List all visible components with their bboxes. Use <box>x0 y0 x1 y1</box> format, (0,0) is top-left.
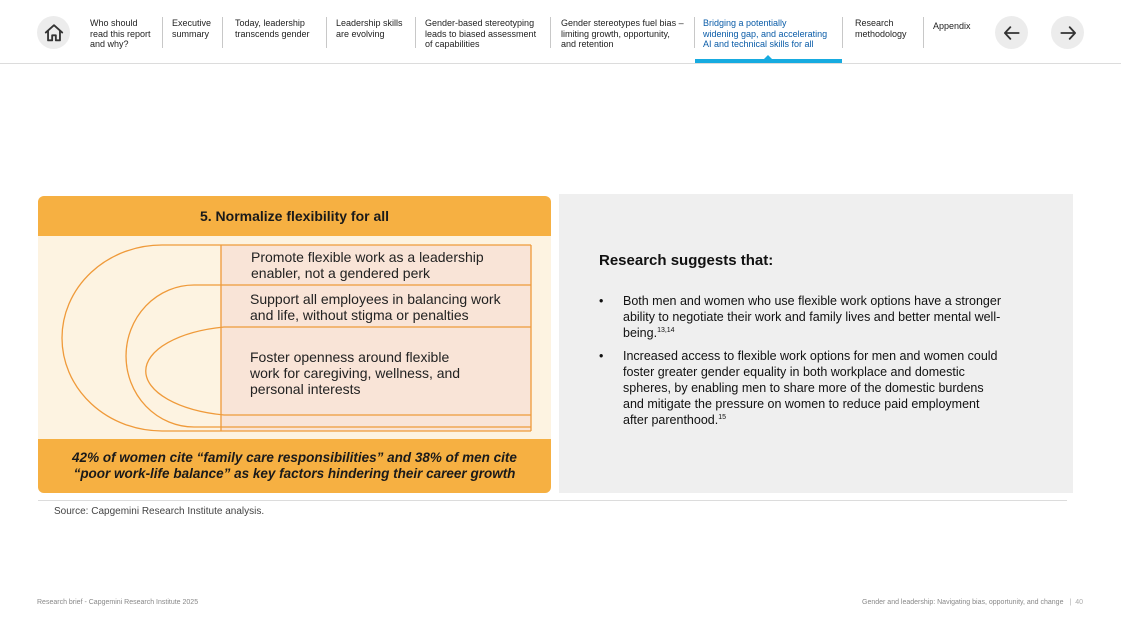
home-icon <box>43 22 65 44</box>
recommendation-title: 5. Normalize flexibility for all <box>38 196 551 236</box>
nav-bridging-gap-active[interactable]: Bridging a potentially widening gap, and accelerating AI and technical skills for all <box>703 18 828 49</box>
footnote-ref: 15 <box>718 414 727 421</box>
nav-separator <box>550 17 551 48</box>
home-button[interactable] <box>37 16 70 49</box>
research-panel: Research suggests that: • Both men and women who use flexible work options have a stronger ability to negotiate their work and family lives and better mental well-being.$^{13,14}$ • Increased access to flexible work options for men and women could foster greater gender equality in both workplace and domestic spheres, by enabling men to share more of the domestic burdens and mitigate the pressure on women to reduce paid employment after parenthood.$^{15}$ <box>559 194 1073 493</box>
nav-who-should-read[interactable]: Who should read this report and why? <box>90 18 151 49</box>
nav-separator <box>222 17 223 48</box>
nav-separator <box>162 17 163 48</box>
footnote-ref: 13,14 <box>657 327 675 334</box>
nav-gender-stereotyping[interactable]: Gender-based stereotyping leads to biased assessment of capabilities <box>425 18 537 49</box>
top-navigation <box>0 0 1121 64</box>
source-divider <box>38 500 1067 501</box>
nav-executive-summary[interactable]: Executive summary <box>172 18 212 39</box>
nav-separator <box>415 17 416 48</box>
recommendation-card <box>38 196 551 493</box>
arrow-right-icon <box>1058 23 1078 43</box>
active-tab-caret <box>764 55 772 59</box>
arrow-left-icon <box>1002 23 1022 43</box>
footer-publisher: Research brief - Capgemini Research Institute 2025 <box>37 599 199 606</box>
nav-leadership-skills[interactable]: Leadership skills are evolving <box>336 18 403 39</box>
bullet-marker: • <box>599 349 604 363</box>
nav-leadership-transcends-gender[interactable]: Today, leadership transcends gender <box>235 18 310 39</box>
research-title: Research suggests that: <box>599 252 774 269</box>
item-support-employees: Support all employees in balancing work and life, without stigma or penalties <box>250 291 501 323</box>
nav-separator <box>326 17 327 48</box>
nav-separator <box>694 17 695 48</box>
page-number: 40 <box>1075 599 1083 606</box>
statistic-callout: 42% of women cite “family care responsibilities” and 38% of men cite “poor work-life balance” as key factors hindering their career growth <box>38 439 551 493</box>
next-page-button[interactable] <box>1051 16 1084 49</box>
nav-separator <box>923 17 924 48</box>
nav-appendix[interactable]: Appendix <box>933 21 971 31</box>
item-foster-openness: Foster openness around flexible work for caregiving, wellness, and personal interests <box>250 349 461 397</box>
nav-research-methodology[interactable]: Research methodology <box>855 18 907 39</box>
previous-page-button[interactable] <box>995 16 1028 49</box>
item-promote-flexible-work: Promote flexible work as a leadership enabler, not a gendered perk <box>251 249 484 281</box>
nav-separator <box>842 17 843 48</box>
bullet-marker: • <box>599 294 604 308</box>
footer-report-title: Gender and leadership: Navigating bias, opportunity, and change | 40 <box>862 599 1083 606</box>
nav-stereotypes-fuel-bias[interactable]: Gender stereotypes fuel bias – limiting growth, opportunity, and retention <box>561 18 684 49</box>
source-note: Source: Capgemini Research Institute analysis. <box>54 506 265 517</box>
active-tab-indicator <box>695 59 842 63</box>
